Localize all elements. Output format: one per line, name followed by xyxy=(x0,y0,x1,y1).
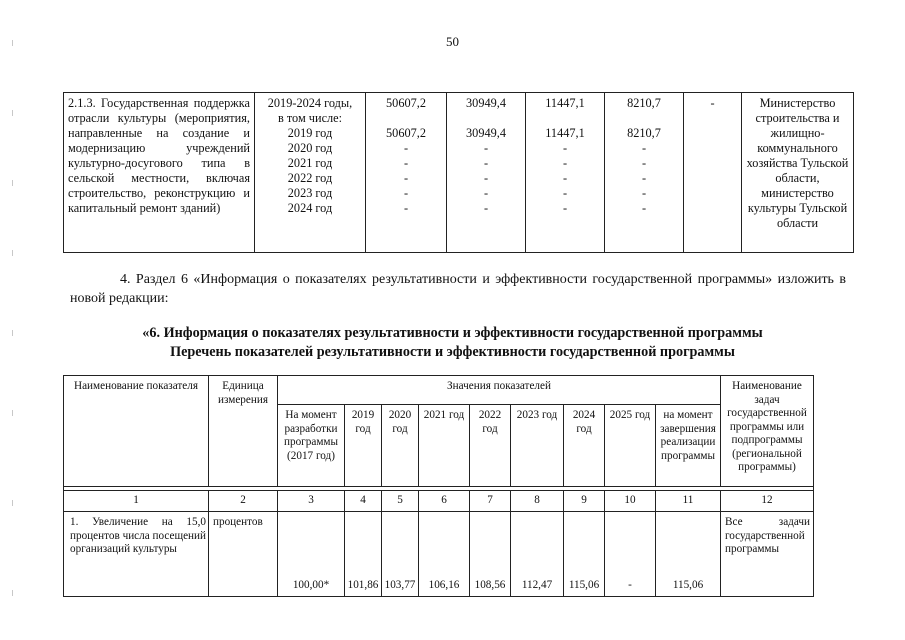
amount-regional-cell xyxy=(526,93,605,253)
column-number: 3 xyxy=(278,491,345,512)
amount: - xyxy=(562,141,568,155)
header-program-tasks: Наименование задач государственной программы или подпрограммы (региональной программы) xyxy=(721,376,814,487)
year-label: в том числе: xyxy=(277,111,343,125)
amount: 8210,7 xyxy=(627,96,661,110)
column-number: 9 xyxy=(564,491,605,512)
amount: 11447,1 xyxy=(545,126,585,140)
indicator-value: 115,06 xyxy=(564,512,605,597)
amount-federal-cell xyxy=(447,93,526,253)
indicator-task: Все задачи государственной программы xyxy=(721,512,814,597)
column-number-row xyxy=(64,491,814,512)
column-number: 5 xyxy=(382,491,419,512)
amount: - xyxy=(641,156,647,170)
year-label: 2020 год xyxy=(287,141,333,155)
subheader-cell: 2019 год xyxy=(345,405,382,487)
year-label: 2023 год xyxy=(287,186,333,200)
indicator-value: 115,06 xyxy=(656,512,721,597)
responsible-cell: Министерство строительства и жилищно-коммунального хозяйства Тульской области, министерство культуры Тульской области xyxy=(742,93,854,253)
amount: 30949,4 xyxy=(466,126,506,140)
margin-mark xyxy=(12,590,13,596)
page-number: 50 xyxy=(446,34,459,49)
margin-mark xyxy=(12,250,13,256)
table-row xyxy=(64,93,854,253)
margin-mark xyxy=(12,110,13,116)
year-label: 2024 год xyxy=(287,201,333,215)
subheader-cell: 2020 год xyxy=(382,405,419,487)
amount: 50607,2 xyxy=(386,96,426,110)
year-label: 2019 год xyxy=(287,126,333,140)
indicator-value: 112,47 xyxy=(511,512,564,597)
amount xyxy=(605,111,683,126)
subheader-cell: На момент разработки программы (2017 год) xyxy=(278,405,345,487)
column-number: 6 xyxy=(419,491,470,512)
column-number: 7 xyxy=(470,491,511,512)
amount: - xyxy=(483,186,489,200)
amount: - xyxy=(641,141,647,155)
indicator-name: 1. Увеличение на 15,0 процентов числа посещений организаций культуры xyxy=(64,512,209,597)
header-unit: Единица измерения xyxy=(209,376,278,487)
amount xyxy=(366,111,446,126)
years-cell xyxy=(255,93,366,253)
indicator-value: 100,00* xyxy=(278,512,345,597)
measure-description: 2.1.3. Государственная поддержка отрасли культуры (мероприятия, направленные на создание и модернизацию учреждений культурно-досугового типа в сельской местности, включая строительство, реконструкцию и капитальный ремонт зданий) xyxy=(64,93,255,253)
amount-other-cell xyxy=(684,93,742,253)
subheader-cell: 2025 год xyxy=(605,405,656,487)
amount: - xyxy=(562,171,568,185)
column-number: 4 xyxy=(345,491,382,512)
column-number: 10 xyxy=(605,491,656,512)
amount: - xyxy=(403,201,409,215)
amount: - xyxy=(641,201,647,215)
indicator-value: - xyxy=(605,512,656,597)
amount: - xyxy=(483,201,489,215)
amount: 50607,2 xyxy=(386,126,426,140)
subheader-cell: 2023 год xyxy=(511,405,564,487)
amount: - xyxy=(403,156,409,170)
amount: - xyxy=(562,156,568,170)
amount: - xyxy=(562,201,568,215)
amount: - xyxy=(403,141,409,155)
column-number: 12 xyxy=(721,491,814,512)
amount: - xyxy=(483,156,489,170)
amount-total-cell xyxy=(366,93,447,253)
indicator-unit: процентов xyxy=(209,512,278,597)
funding-table xyxy=(63,92,854,253)
year-label: 2019-2024 годы, xyxy=(267,96,353,110)
indicators-table xyxy=(63,375,814,597)
amount xyxy=(526,111,604,126)
amount: 11447,1 xyxy=(545,96,585,110)
amount-local-cell xyxy=(605,93,684,253)
amount: 8210,7 xyxy=(627,126,661,140)
paragraph-4: 4. Раздел 6 «Информация о показателях результативности и эффективности государственной программы» изложить в новой редакции: xyxy=(70,272,846,306)
header-values: Значения показателей xyxy=(278,376,721,405)
amount: - xyxy=(710,96,715,110)
margin-mark xyxy=(12,410,13,416)
table-row xyxy=(64,512,814,597)
column-number: 1 xyxy=(64,491,209,512)
indicator-value: 108,56 xyxy=(470,512,511,597)
amount: - xyxy=(641,171,647,185)
header-row xyxy=(64,376,814,405)
amount: - xyxy=(483,171,489,185)
header-indicator-name: Наименование показателя xyxy=(64,376,209,487)
amount: - xyxy=(562,186,568,200)
margin-mark xyxy=(12,500,13,506)
indicator-value: 103,77 xyxy=(382,512,419,597)
subheader-cell: 2021 год xyxy=(419,405,470,487)
column-number: 8 xyxy=(511,491,564,512)
year-label: 2021 год xyxy=(287,156,333,170)
subheader-cell: на момент завершения реализации программы xyxy=(656,405,721,487)
column-number: 2 xyxy=(209,491,278,512)
amount: 30949,4 xyxy=(466,96,506,110)
margin-mark xyxy=(12,180,13,186)
amount xyxy=(447,111,525,126)
subheader-cell: 2022 год xyxy=(470,405,511,487)
column-number: 11 xyxy=(656,491,721,512)
amount: - xyxy=(483,141,489,155)
amount: - xyxy=(641,186,647,200)
section-subheading: Перечень показателей результативности и эффективности государственной программы xyxy=(170,344,735,360)
indicator-value: 106,16 xyxy=(419,512,470,597)
year-label: 2022 год xyxy=(287,171,333,185)
indicator-value: 101,86 xyxy=(345,512,382,597)
amount: - xyxy=(403,186,409,200)
amount: - xyxy=(403,171,409,185)
subheader-cell: 2024 год xyxy=(564,405,605,487)
section-heading: «6. Информация о показателях результативности и эффективности государственной программы xyxy=(142,325,763,341)
